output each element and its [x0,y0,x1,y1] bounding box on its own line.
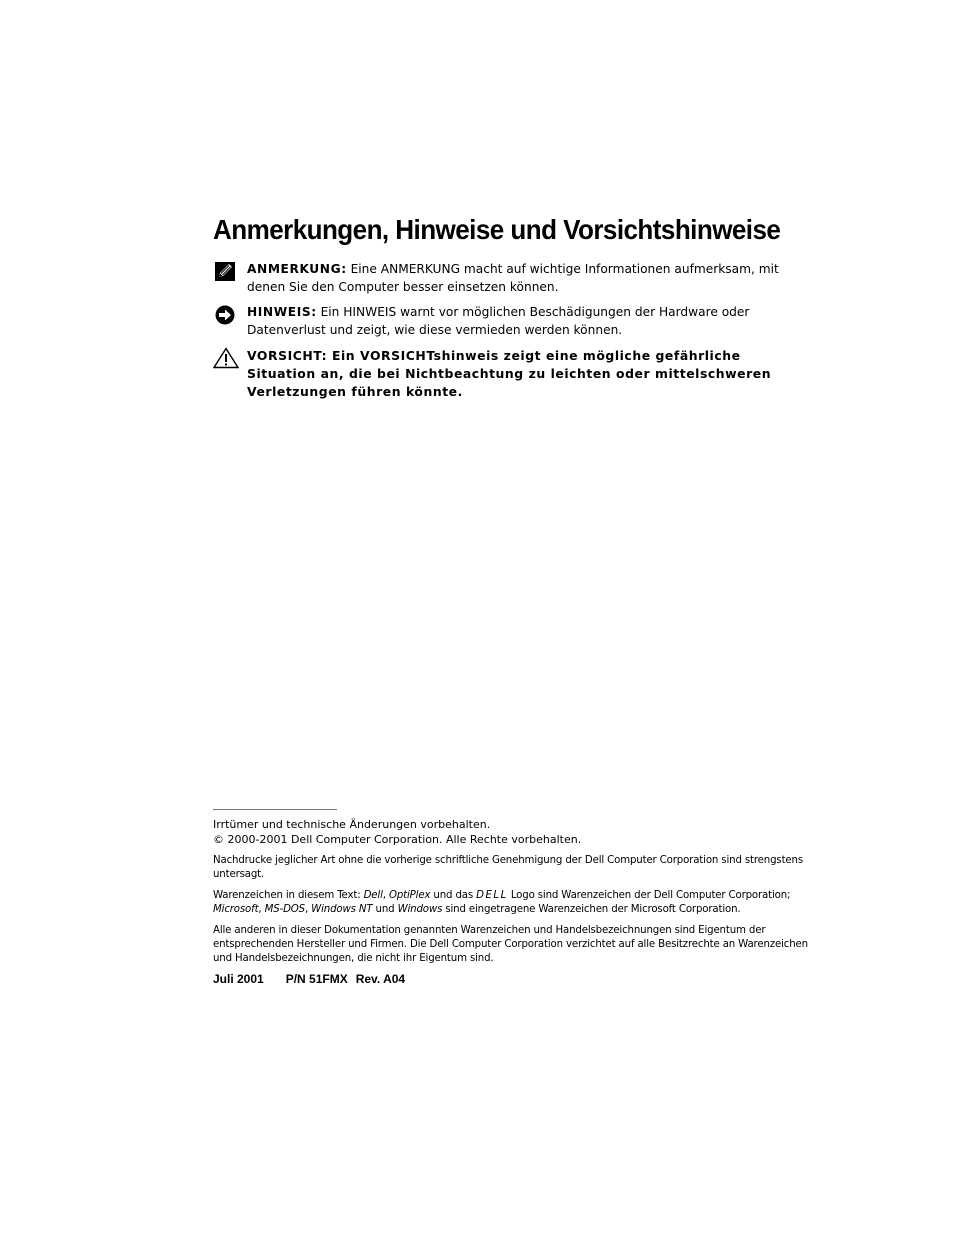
other-trademarks-text: Alle anderen in dieser Dokumentation genannten Warenzeichen und Handelsbezeichnungen sind Eigentum der entsprechenden Hersteller und Firmen. Die Dell Computer Corporation verzichtet auf alle Besitzrechte an Warenzeichen und Handelsbezeichnungen, die nicht ihr Eigentum sind. [213,925,808,964]
caution-block [213,347,813,401]
note-text: Eine ANMERKUNG macht auf wichtige Informationen aufmerksam, mit denen Sie den Computer besser einsetzen können. [247,262,779,294]
trademark-msdos: MS-DOS [264,904,305,915]
trademark-windows: Windows [397,904,443,915]
trademark-windowsnt: Windows NT [311,904,373,915]
warning-triangle-icon [213,347,237,369]
document-footer [213,972,427,986]
trademark-suffix: sind eingetragene Warenzeichen der Microsoft Corporation. [442,904,741,915]
notice-label: HINWEIS: [247,305,317,319]
trademark-microsoft: Microsoft [213,904,259,915]
trademark-and: und das [430,890,477,901]
notice-text: Ein HINWEIS warnt vor möglichen Beschädigungen der Hardware oder Datenverlust und zeigt, wie diese vermieden werden können. [247,305,750,337]
page-title: Anmerkungen, Hinweise und Vorsichtshinweise [213,214,781,245]
trademark-prefix: Warenzeichen in diesem Text: [213,890,364,901]
trademark-mid: Logo sind Warenzeichen der Dell Computer Corporation; [507,890,791,901]
reprint-notice [213,854,817,882]
trademark-sep: , [382,890,389,901]
notice-block [213,304,813,339]
arrow-circle-icon [213,304,237,326]
other-trademarks-notice [213,924,817,966]
note-block [213,261,813,296]
trademark-optiplex: OptiPlex [388,890,431,901]
trademark-und: und [372,904,398,915]
trademark-notice [213,889,817,917]
trademark-sep: , [304,904,312,915]
reprint-text: Nachdrucke jeglicher Art ohne die vorherige schriftliche Genehmigung der Dell Computer Corporation sind strengstens untersagt. [213,855,803,880]
note-label: ANMERKUNG: [247,262,347,276]
changes-notice [213,818,817,847]
copyright-text: © 2000-2001 Dell Computer Corporation. Alle Rechte vorbehalten. [213,832,582,846]
footnote-divider [213,809,337,810]
trademark-sep: , [258,904,265,915]
trademark-dell: Dell [363,890,383,901]
footer-revision: Rev. A04 [355,972,406,986]
dell-logo-text: DELL [476,890,508,901]
caution-text: VORSICHT: Ein VORSICHTshinweis zeigt eine mögliche gefährliche Situation an, die bei Nichtbeachtung zu leichten oder mittelschweren Verletzungen führen könnte. [247,348,772,399]
changes-text: Irrtümer und technische Änderungen vorbehalten. [213,818,491,831]
footer-date: Juli 2001 [213,972,264,986]
footer-part-number: P/N 51FMX [285,972,348,986]
pencil-note-icon [213,261,237,283]
